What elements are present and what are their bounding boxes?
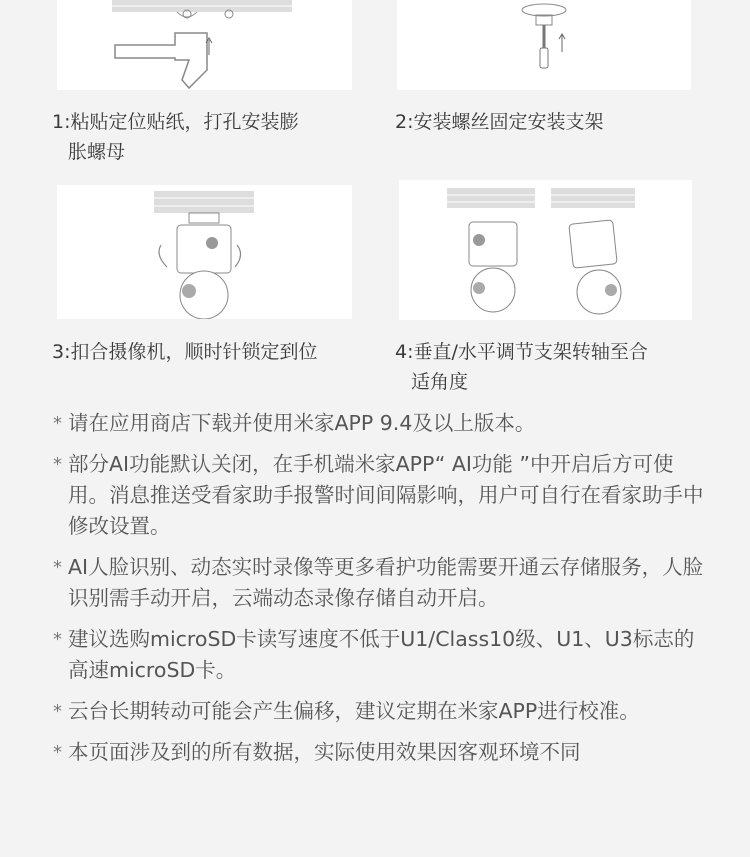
step-3-illustration — [57, 185, 352, 319]
drill-icon — [57, 0, 352, 90]
step-2-line1: 2:安装螺丝固定安装支架 — [395, 111, 604, 133]
note-bullet: * — [53, 701, 62, 722]
note-item — [50, 449, 710, 542]
step-3-line1: 3:扣合摄像机，顺时针锁定到位 — [52, 341, 318, 363]
step-1-illustration — [57, 0, 352, 90]
note-bullet: * — [53, 557, 62, 578]
note-bullet: * — [53, 454, 62, 475]
step-4-caption — [395, 337, 715, 397]
note-bullet: * — [53, 413, 62, 434]
note-bullet: * — [53, 629, 62, 650]
note-item — [50, 552, 710, 614]
camera-adjust-icon — [399, 180, 692, 320]
step-2-caption — [395, 107, 695, 137]
note-text: 建议选购microSD卡读写速度不低于U1/Class10级、U1、U3标志的高速microSD卡。 — [68, 627, 695, 682]
note-text: AI人脸识别、动态实时录像等更多看护功能需要开通云存储服务，人脸识别需手动开启，云端动态录像存储自动开启。 — [68, 555, 704, 610]
step-1-line2: 胀螺母 — [68, 141, 126, 163]
note-text: 本页面涉及到的所有数据，实际使用效果因客观环境不同 — [68, 740, 581, 764]
step-1-caption — [52, 107, 352, 167]
note-item — [50, 624, 710, 686]
note-text: 云台长期转动可能会产生偏移，建议定期在米家APP进行校准。 — [68, 699, 640, 723]
screwdriver-icon — [397, 0, 691, 90]
step-3-caption — [52, 337, 392, 367]
camera-mount-icon — [57, 185, 352, 319]
step-4-line2: 适角度 — [411, 371, 469, 393]
step-4-line1: 4:垂直/水平调节支架转轴至合 — [395, 341, 648, 363]
note-item — [50, 408, 710, 439]
step-2-illustration — [397, 0, 691, 90]
notes-list — [50, 408, 710, 778]
note-text: 部分AI功能默认关闭，在手机端米家APP“ AI功能 ”中开启后方可使用。消息推送受看家助手报警时间间隔影响，用户可自行在看家助手中修改设置。 — [68, 452, 704, 538]
note-text: 请在应用商店下载并使用米家APP 9.4及以上版本。 — [68, 411, 536, 435]
step-4-illustration — [399, 180, 692, 320]
note-bullet: * — [53, 742, 62, 763]
note-item — [50, 737, 710, 768]
step-1-line1: 1:粘贴定位贴纸，打孔安装膨 — [52, 111, 299, 133]
note-item — [50, 696, 710, 727]
